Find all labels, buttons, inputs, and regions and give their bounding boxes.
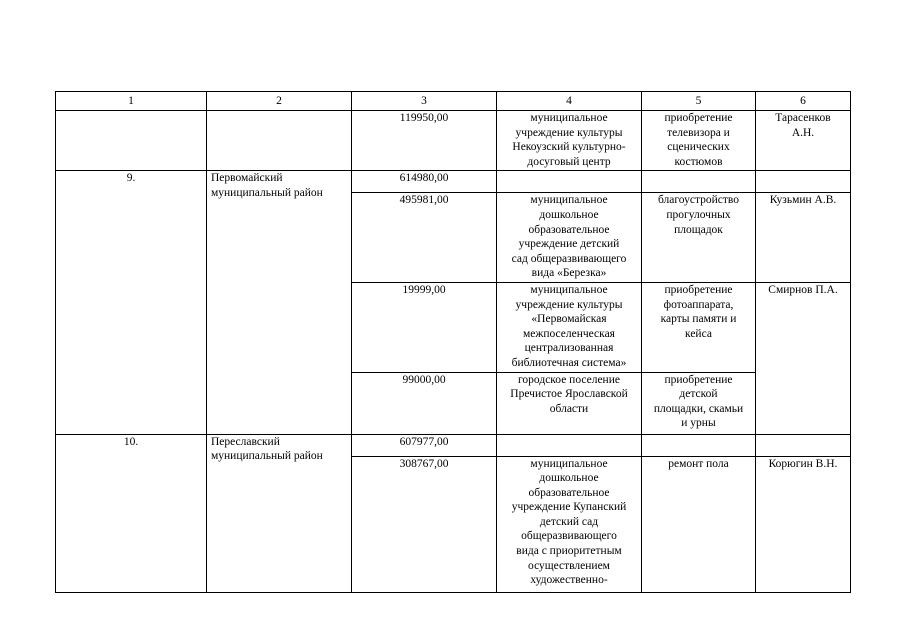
recipient-line: межпоселенческая xyxy=(523,327,615,340)
purpose-cell xyxy=(642,372,756,434)
row-number-cell xyxy=(56,111,207,171)
responsible-cell xyxy=(756,171,851,193)
purpose-line: кейса xyxy=(685,327,712,340)
purpose-line: приобретение xyxy=(664,373,733,386)
amount-cell: 19999,00 xyxy=(352,282,497,372)
responsible-cell xyxy=(756,111,851,171)
recipient-cell xyxy=(497,171,642,193)
purpose-line: сценических xyxy=(667,141,730,154)
district-cell xyxy=(207,111,352,171)
recipient-line: «Первомайская xyxy=(531,313,607,326)
district-name-line: муниципальный район xyxy=(211,186,323,199)
recipient-line: Некоузский культурно- xyxy=(512,141,626,154)
recipient-line: муниципальное xyxy=(530,283,608,296)
purpose-line: приобретение xyxy=(664,112,733,124)
recipient-line: сад общеразвивающего xyxy=(511,252,627,265)
recipient-line: вида с приоритетным xyxy=(516,545,622,558)
recipient-line: учреждение Купанский xyxy=(511,501,627,514)
district-name-line: муниципальный район xyxy=(211,450,323,463)
responsible-line: А.Н. xyxy=(791,126,815,139)
row-number-cell: 10. xyxy=(56,434,207,592)
recipient-line: образовательное xyxy=(528,486,610,499)
table-row xyxy=(56,111,851,171)
recipient-line: области xyxy=(549,402,589,415)
purpose-line: благоустройство xyxy=(657,194,740,207)
purpose-cell xyxy=(642,111,756,171)
recipient-line: Пречистое Ярославской xyxy=(510,388,628,401)
district-cell xyxy=(207,434,352,592)
recipient-line: детский сад xyxy=(539,515,599,528)
amount-cell: 495981,00 xyxy=(352,193,497,283)
header-cell-2: 2 xyxy=(207,92,352,111)
recipient-cell xyxy=(497,456,642,592)
responsible-line: Тарасенков xyxy=(775,112,831,124)
recipient-cell xyxy=(497,434,642,456)
header-cell-3: 3 xyxy=(352,92,497,111)
purpose-line: телевизора и xyxy=(667,126,730,139)
header-cell-5: 5 xyxy=(642,92,756,111)
district-name-line: Переславский xyxy=(211,435,280,448)
responsible-cell: Корюгин В.Н. xyxy=(756,456,851,592)
recipient-line: городское поселение xyxy=(518,373,620,386)
header-cell-1: 1 xyxy=(56,92,207,111)
district-total-cell: 607977,00 xyxy=(352,434,497,456)
document-table xyxy=(55,91,851,593)
purpose-cell xyxy=(642,193,756,283)
purpose-line: ремонт пола xyxy=(668,457,729,470)
purpose-line: фотоаппарата, xyxy=(663,298,734,311)
recipient-line: учреждение детский xyxy=(518,238,620,251)
recipient-line: общеразвивающего xyxy=(521,530,617,543)
recipient-cell xyxy=(497,282,642,372)
recipient-line: библиотечная система» xyxy=(511,356,627,369)
recipient-line: муниципальное xyxy=(530,194,608,207)
recipient-line: образовательное xyxy=(528,223,610,236)
recipient-line: муниципальное xyxy=(530,457,608,470)
amount-cell: 99000,00 xyxy=(352,372,497,434)
responsible-cell: Кузьмин А.В. xyxy=(756,193,851,283)
purpose-line: костюмов xyxy=(674,155,723,168)
purpose-cell xyxy=(642,434,756,456)
recipient-line: осуществлением xyxy=(528,559,610,572)
amount-cell: 119950,00 xyxy=(352,111,497,171)
header-cell-6: 6 xyxy=(756,92,851,111)
purpose-cell xyxy=(642,171,756,193)
recipient-line: художественно- xyxy=(530,574,608,587)
purpose-line: карты памяти и xyxy=(660,313,737,326)
recipient-line: досуговый центр xyxy=(527,155,611,168)
recipient-line: вида «Березка» xyxy=(531,267,607,280)
header-row xyxy=(56,92,851,111)
recipient-line: дошкольное xyxy=(539,472,599,485)
purpose-cell xyxy=(642,456,756,592)
recipient-line: учреждение культуры xyxy=(515,298,623,311)
responsible-cell: Смирнов П.А. xyxy=(756,282,851,434)
recipient-cell xyxy=(497,193,642,283)
recipient-line: централизованная xyxy=(524,342,614,355)
recipient-line: учреждение культуры xyxy=(515,126,623,139)
purpose-cell xyxy=(642,282,756,372)
recipient-cell xyxy=(497,111,642,171)
purpose-line: приобретение xyxy=(664,283,733,296)
recipient-line: дошкольное xyxy=(539,208,599,221)
amount-cell: 308767,00 xyxy=(352,456,497,592)
recipient-line: муниципальное xyxy=(530,112,608,124)
district-cell xyxy=(207,171,352,434)
table-row xyxy=(56,171,851,193)
recipient-cell xyxy=(497,372,642,434)
purpose-line: детской xyxy=(679,388,718,401)
district-total-cell: 614980,00 xyxy=(352,171,497,193)
table-row xyxy=(56,434,851,456)
district-name-line: Первомайский xyxy=(211,172,283,185)
header-cell-4: 4 xyxy=(497,92,642,111)
purpose-line: площадок xyxy=(674,223,723,236)
purpose-line: площадки, скамьи xyxy=(653,402,744,415)
row-number-cell: 9. xyxy=(56,171,207,434)
purpose-line: прогулочных xyxy=(666,208,731,221)
responsible-cell xyxy=(756,434,851,456)
purpose-line: и урны xyxy=(681,417,716,430)
